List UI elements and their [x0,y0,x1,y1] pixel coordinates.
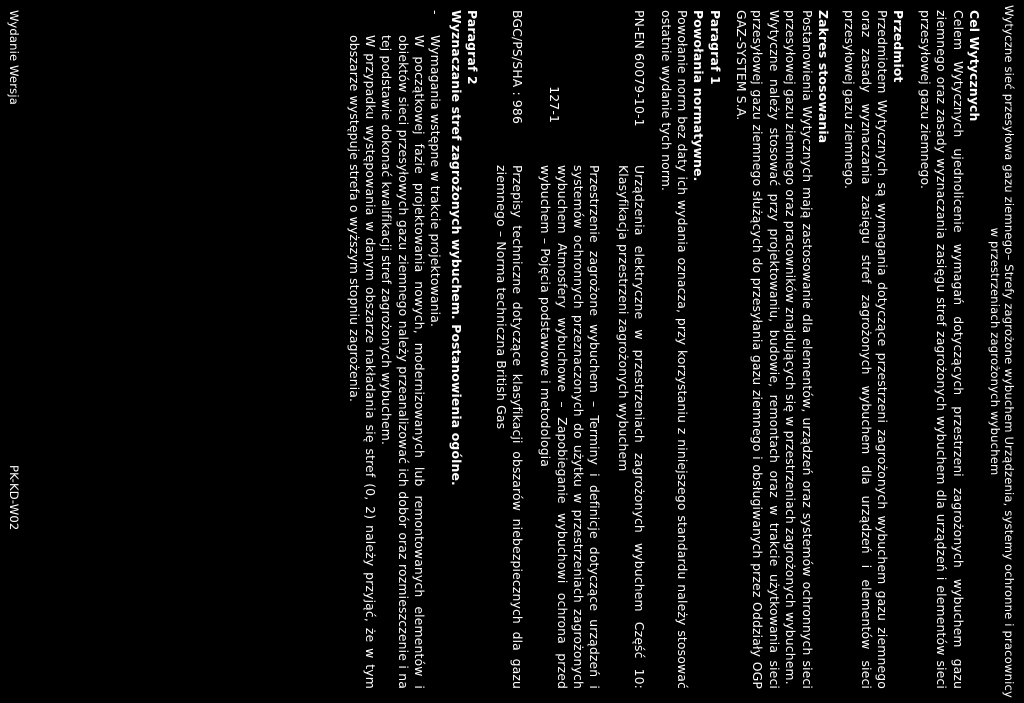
paragraf-1-title: Paragraf 1 [707,10,723,85]
bullet-marker: - [428,10,444,15]
paragraf-1-text: Powołanie norm bez daty ich wydania oznacza, przy korzystaniu z niniejszego standardu należy stosować ostatnie wydanie tych norm. [658,10,690,689]
norm-description: Przestrzenie zagrożone wybuchem – Terminy i definicje dotyczące urządzeń i systemów ochronnych przeznaczonych do użytku w przestrzeniach zagrożonych wybuchem Atmosfery wybuchowe – Zapobieganie wybuchowi ochrona przed wybuchem – Pojęcia podstawowe i metodologia [538,165,603,689]
section-text-przedmiot: Przedmiotem Wytycznych są wymagania dotyczące przestrzeni zagrożonych wybuchem gazu ziemnego oraz zasady wyznaczania zasięgu stref zagrożonych wybuchem dla urządzeń i elementów sieci przesyłowej gazu ziemnego. [842,10,891,689]
section-title-zakres: Zakres stosowania [816,10,831,144]
norm-row [537,10,603,689]
footer-wydanie: Wydanie [7,10,22,62]
document-body [345,10,982,689]
header-line-1: Wytyczne sieć przesyłowa gazu ziemnego– Strefy zagrożone wybuchem Urządzenia, systemy ochronne i pracownicy [1002,4,1016,698]
paragraph-zone-overlap: W przypadku występowania w danym obszarze nakładania się stref (0, 2) należy przyjąć, że w tym obszarze występuje strefa o wyższym stopniu zagrożenia. [346,35,378,689]
section-text-cel: Celem Wytycznych ujednolicenie wymagań dotyczących przestrzeni zagrożonych wybuchem gazu ziemnego oraz zasady wyznaczania zasięgu stref zagrożonych wybuchem dla urządzeń i elementów sieci przesyłowej gazu ziemnego. [917,10,966,689]
section-cel [917,10,983,689]
norm-row [615,10,648,689]
document-header [987,0,1016,703]
list-item [427,10,443,689]
norm-code: PN-EN 60079-10-1 [632,10,648,127]
norm-description: Przepisy techniczne dotyczące klasyfikacji obszarów niebezpiecznych dla gazu ziemnego – Norma techniczna British Gas [493,165,525,689]
footer-wersja: Wersja [7,65,22,105]
section-text-zakres-2: Wytyczne należy stosować przy projektowaniu, budowie, remontach oraz w trakcie użytkowania sieci przesyłowej gazu ziemnego służących do przesyłania gazu ziemnego i obsługiwanych przez Oddziały OGP GAZ-SYSTEM S.A. [734,10,782,689]
section-title-cel: Cel Wytycznych [967,10,982,122]
section-text-zakres-1: Postanowienia Wytycznych mają zastosowanie dla elementów, urządzeń oraz systemów ochronnych sieci przesyłowej gazu ziemnego oraz pracowników znajdujących się w przestrzeniach zagrożonych wybuchem. [783,10,815,689]
requirements-list [427,10,443,689]
paragraph-design-phase: W początkowej fazie projektowania nowych, modernizowanych lub remontowanych elementów i obiektów sieci przesyłowych gazu ziemnego należy przeanalizować ich dobór oraz rozmieszczenie i na tej podstawie dokonać kwalifikacji stref zagrożonych wybuchem. [379,35,428,689]
paragraf-2-title: Paragraf 2 [465,10,481,85]
section-title-przedmiot: Przedmiot [891,10,907,83]
norm-row [492,10,525,689]
norm-code: BGC/PS/SHA : 986 [510,10,525,124]
paragraf-1-subtitle: Powołania normatywne. [691,10,707,182]
norm-number: 127-1 [547,86,563,123]
footer-document-code: PK-KD-W02 [7,465,22,531]
section-przedmiot [841,10,907,689]
paragraf-2-subtitle: Wyznaczanie stref zagrożonych wybuchem. Postanowienia ogólne. [448,10,464,486]
document-footer [6,10,21,689]
section-paragraf-1 [492,10,723,689]
list-item-text: Wymagania wstępne w trakcie projektowania. [428,35,444,328]
norm-description: Urządzenia elektryczne w przestrzeniach zagrożonych wybuchem Część 10: Klasyfikacja przestrzeni zagrożonych wybuchem [615,165,648,689]
section-paragraf-2 [345,10,480,689]
header-line-2: w przestrzeniach zagrożonych wybuchem [987,227,1002,476]
norm-code-cell [537,10,603,165]
section-zakres [733,10,831,689]
